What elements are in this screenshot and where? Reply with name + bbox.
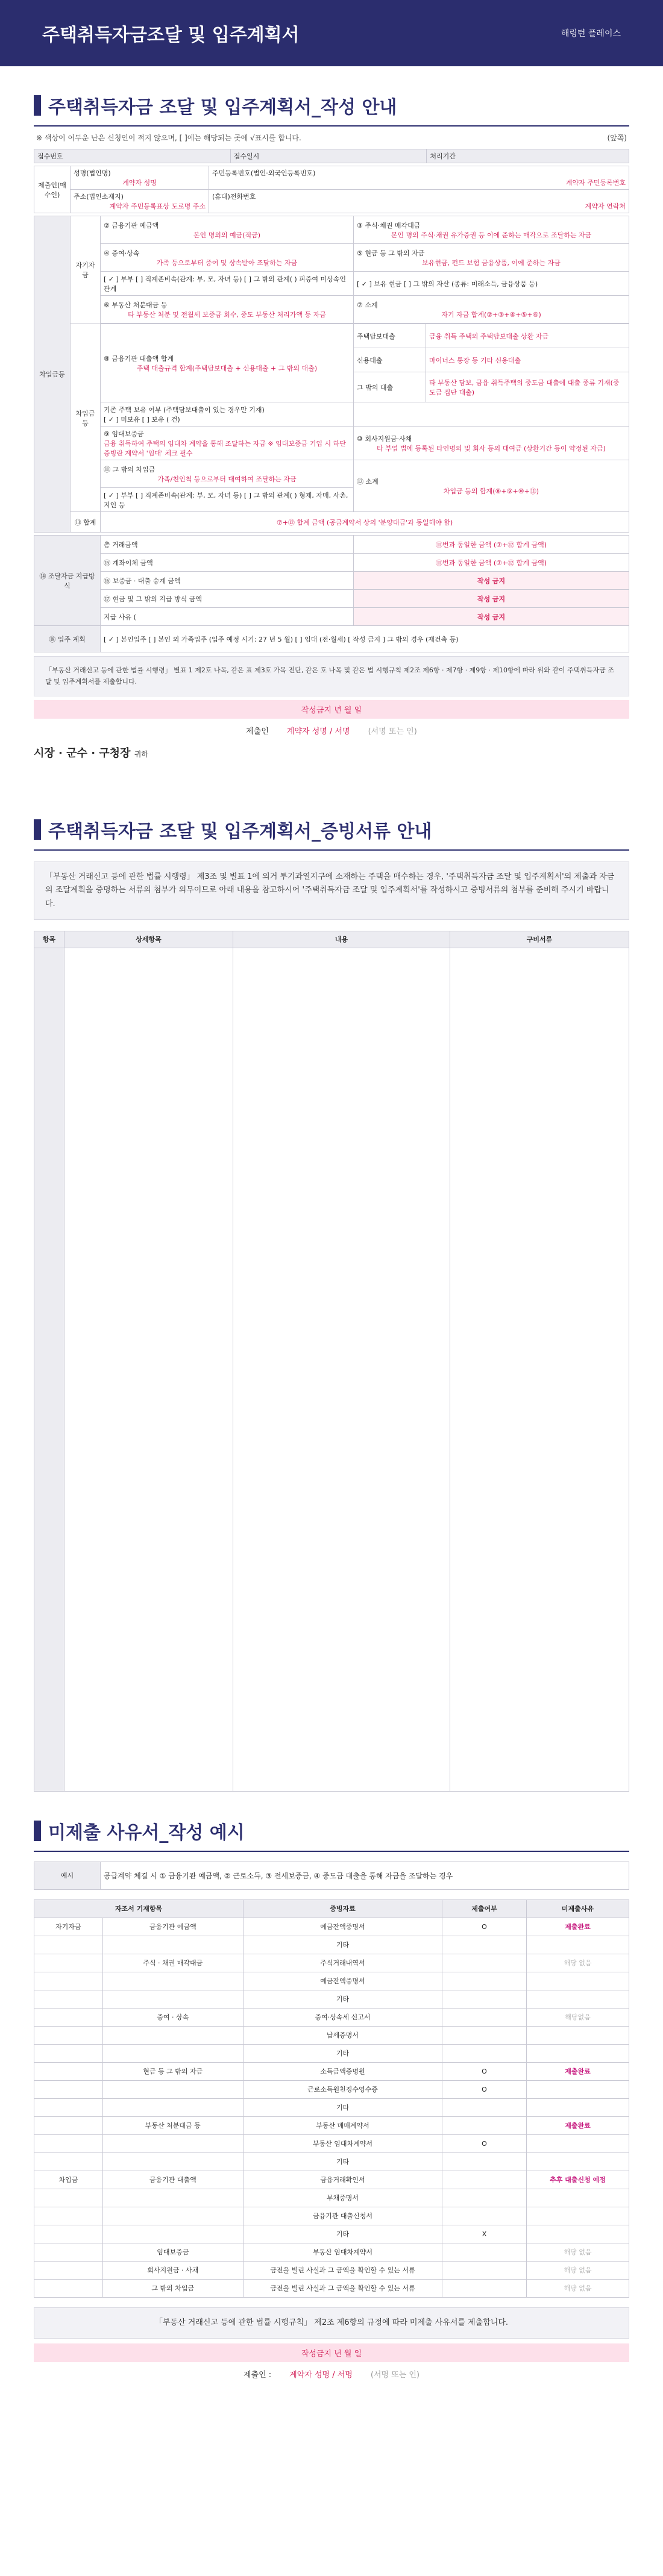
gift-relation[interactable]: [ ✓ ] 부부 [ ] 직계존비속(관계: 부, 모, 자녀 등) [ ] 그 밖의 관계( ) 피증여 미상속인 관계 [101,272,354,296]
deposit-value[interactable]: 본인 명의의 예금(적금) [193,231,261,239]
sub-cell [442,2044,527,2062]
submitter-label: 제출인 [246,727,269,737]
reason-label: 지급 사유 ( [101,608,354,626]
item-cell: 금융기관 대출액 [102,2171,243,2189]
table-row [34,1990,629,2008]
reason-cell: 제출완료 [527,2062,629,2080]
section-heading: 주택취득자금 조달 및 입주계획서_작성 안내 [48,97,397,118]
col-submitted: 제출여부 [442,1899,527,1918]
sub-cell: O [442,2062,527,2080]
table-row [34,2171,629,2189]
reason-cell [527,2207,629,2225]
subtotal1-value[interactable]: 자기 자금 합계(②+③+④+⑤+⑥) [441,310,541,319]
item-cell: 임대보증금 [102,2243,243,2261]
item-cell: 회사지원금 · 사채 [102,2261,243,2279]
item-cell [102,2189,243,2207]
section-title-3 [34,1816,629,1846]
table-row [34,1936,629,1954]
item-cell [102,2026,243,2044]
gift-value[interactable]: 가족 등으로부터 증여 및 상속받아 조달하는 자금 [156,258,298,267]
other-loan-label: 그 밖의 대출 [354,372,426,402]
cash-pay-value[interactable]: 작성 금지 [354,590,629,608]
doc-cell: 기타 [244,2225,442,2243]
move-plan-label: ⑱ 입주 계획 [34,626,101,652]
nonsubmit-table [34,1899,629,2298]
brand-logo: 해링턴 플레이스 [561,29,621,39]
table-row [34,2152,629,2171]
phone-value[interactable]: 계약자 연락처 [585,202,626,210]
acct-pay-label: ⑮ 계좌이체 금액 [101,554,354,572]
bond-pay-value[interactable]: 작성 금지 [354,572,629,590]
col-evidence: 증빙자료 [244,1899,442,1918]
form-table [34,149,629,163]
section-title-2 [34,814,629,845]
submitter-value[interactable]: 계약자 성명 / 서명 [289,2370,353,2380]
table-row [34,2080,629,2098]
applicant-label: 제출인(매수인) [34,166,71,213]
office-suffix: 귀하 [134,750,148,759]
sub-cell [442,2243,527,2261]
reason-cell: 제출완료 [527,1918,629,1936]
reason-value[interactable]: 작성 금지 [354,608,629,626]
reason-cell [527,2026,629,2044]
credit-label: 신용대출 [354,348,426,372]
reason-cell [527,2189,629,2207]
sub-cell [442,2171,527,2189]
bond-pay-label: ⑯ 보증금 · 대출 승계 금액 [101,572,354,590]
sub-cell: O [442,2080,527,2098]
table-row [34,2134,629,2152]
deposit-label: ② 금융기관 예금액 [104,221,159,230]
sub-cell [442,2116,527,2134]
divider [34,1851,629,1852]
cat-cell: 자기자금 [34,1918,103,1936]
table-row [34,2189,629,2207]
table-row [34,2026,629,2044]
sub-cell [442,2279,527,2297]
item-cell [102,2134,243,2152]
evidence-body [34,948,629,1791]
doc-cell: 근로소득원천징수영수증 [244,2080,442,2098]
section-marker [34,1821,41,1841]
reason-cell [527,2044,629,2062]
existing-label: 기존 주택 보유 여부 (주택담보대출이 있는 경우만 기재) [104,405,265,414]
reason-cell: 제출완료 [527,2116,629,2134]
doc-cell: 소득금액증명원 [244,2062,442,2080]
reason-cell [527,2080,629,2098]
id-label: 주민등록번호(법인·외국인등록번호) [212,169,316,177]
section-marker [34,95,41,116]
table-row [34,2261,629,2279]
note-text: ※ 색상이 어두운 난은 신청인이 적지 않으며, [ ]에는 해당되는 곳에 √표시를 합니다. [36,134,301,142]
nonsubmit-legal: 「부동산 거래신고 등에 관한 법률 시행규칙」 제2조 제6항의 규정에 따라 미제출 사유서를 제출합니다. [34,2307,629,2339]
doc-cell: 예금잔액증명서 [244,1972,442,1990]
table-row [34,1972,629,1990]
sign-hint: (서명 또는 인) [368,727,417,737]
reason-cell: 해당 없음 [527,2261,629,2279]
section-heading: 주택취득자금 조달 및 입주계획서_증빙서류 안내 [48,821,432,843]
reason-cell [527,2152,629,2171]
pay-plan-label: ⑭ 조달자금 지급방식 [34,536,101,626]
item-cell: 현금 등 그 밖의 자금 [102,2062,243,2080]
reason-cell [527,1990,629,2008]
doc-cell: 증여·상속세 신고서 [244,2008,442,2026]
doc-cell: 부채증명서 [244,2189,442,2207]
fin-loan-label: ⑧ 금융기관 대출액 합계 [104,354,174,363]
cash-value[interactable]: 보유현금, 펀드 보험 금융상품, 이에 준하는 자금 [422,258,561,267]
mortgage-label: 주택담보대출 [354,324,426,348]
stock-label: ③ 주식·채권 매각대금 [357,221,421,230]
reason-cell [527,2134,629,2152]
reason-cell: 추후 대출신청 예정 [527,2171,629,2189]
header-bar [0,0,663,66]
applicant-table [34,166,629,213]
item-cell [102,1990,243,2008]
table-row [34,2243,629,2261]
page-side: (앞쪽) [607,134,627,142]
subtotal1-label: ⑦ 소계 [357,301,378,309]
item-cell [102,2044,243,2062]
phone-label: (휴대)전화번호 [212,193,256,201]
table-row [34,2098,629,2116]
fin-loan-value[interactable]: 주택 대출규격 합계(주택담보대출 + 신용대출 + 그 밖의 대출) [136,364,318,372]
total-value[interactable]: ⑦+⑫ 합계 금액 (공급계약서 상의 '분양대금'과 동일해야 함) [101,512,629,533]
nonsubmit-body [34,1918,629,2297]
table-row [34,2044,629,2062]
date-bar: 작성금지 년 월 일 [34,700,629,719]
date-bar: 작성금지 년 월 일 [34,2343,629,2362]
doc-cell: 금융거래확인서 [244,2171,442,2189]
total-pay-value[interactable]: ⑪번과 동일한 금액 (⑦+⑫ 합계 금액) [354,536,629,554]
cash-relation[interactable]: [ ✓ ] 보유 현금 [ ] 그 밖의 자산 (종류: 미래소득, 금융상품 등) [354,272,629,296]
cat-cell [34,2189,103,2207]
doc-cell: 금융기관 대출신청서 [244,2207,442,2225]
reason-cell [527,1972,629,1990]
reason-cell: 해당 없음 [527,2279,629,2297]
doc-cell: 주식거래내역서 [244,1954,442,1972]
payment-table [34,535,629,652]
item-cell [102,2080,243,2098]
cat-cell: 차입금 [34,2171,103,2189]
debt-relation[interactable]: [ ✓ ] 부부 [ ] 직계존비속(관계: 부, 모, 자녀 등) [ ] 그 밖의 관계( ) 형제, 자매, 사촌, 지인 등 [101,488,354,512]
total-pay-label: 총 거래금액 [101,536,354,554]
reason-cell [527,2225,629,2243]
legal-text: 「부동산 거래신고 등에 관한 법률 시행령」 별표 1 제2호 나목, 같은 표 제3호 가목 전단, 같은 호 나목 및 같은 법 시행규칙 제2조 제6항 · 제7항 · 제9항 · 제10항에 따라 위와 같이 주택취득자금 조달 및 입주계획서를 제출합니다. [34,656,629,696]
move-plan-value[interactable]: [ ✓ ] 본인입주 [ ] 본인 외 가족입주 (입주 예정 시기: 27 년 5 월) [ ] 임대 (전·월세) [ 작성 금지 ] 그 밖의 경우 (재건축 등) [101,626,629,652]
reason-cell: 해당없음 [527,2008,629,2026]
addr-label: 주소(법인소재지) [74,193,124,201]
sub-cell [442,1936,527,1954]
doc-cell: 금전을 빌린 사실과 그 금액을 확인할 수 있는 서류 [244,2261,442,2279]
funding-plan-label: 차입금등 [39,370,65,378]
mortgage-value[interactable]: 금융 취득 주택의 주택담보대출 상환 자금 [426,324,629,348]
doc-cell: 금전을 빌린 사실과 그 금액을 확인할 수 있는 서류 [244,2279,442,2297]
cat-cell [34,2008,103,2026]
doc-cell: 기타 [244,2098,442,2116]
cat-cell [34,2243,103,2261]
sub-cell: O [442,1918,527,1936]
gift-label: ④ 증여·상속 [104,249,140,257]
sub-cell [442,2261,527,2279]
sub-cell [442,1954,527,1972]
doc-cell: 부동산 임대차계약서 [244,2243,442,2261]
doc-cell: 부동산 임대차계약서 [244,2134,442,2152]
item-cell [102,2098,243,2116]
item-cell [102,1936,243,1954]
submitter-label: 제출인 : [243,2370,272,2380]
doc-cell: 부동산 매매계약서 [244,2116,442,2134]
submitter-value[interactable]: 계약자 성명 / 서명 [286,727,350,737]
cat-cell [34,2116,103,2134]
existing-value[interactable]: [ ✓ ] 미보유 [ ] 보유 ( 건) [104,415,180,424]
doc-cell: 납세증명서 [244,2026,442,2044]
reason-cell: 해당 없음 [527,1954,629,1972]
item-cell: 증여 · 상속 [102,2008,243,2026]
sub-cell [442,1990,527,2008]
sub-cell [442,2026,527,2044]
section-title-1 [34,90,629,120]
divider [34,849,629,851]
item-cell [102,2152,243,2171]
col-fund: 자조서 기재항목 [34,1899,244,1918]
example-table [34,1862,629,1890]
reason-cell: 해당 없음 [527,2243,629,2261]
table-row [34,2279,629,2297]
doc-cell: 기타 [244,1936,442,1954]
col-item: 항목 [34,931,64,948]
cat-cell [34,1954,103,1972]
subtotal2-label: ⑫ 소계 [357,477,379,486]
doc-cell: 기타 [244,1990,442,2008]
form-note [34,127,629,149]
own-funds-label: 자기자금 [71,216,101,324]
name-label: 성명(법인명) [74,169,111,177]
table-row [34,2225,629,2243]
section-heading: 미제출 사유서_작성 예시 [48,1822,245,1843]
sub-cell [442,2152,527,2171]
acct-pay-value[interactable]: ⑪번과 동일한 금액 (⑦+⑫ 합계 금액) [354,554,629,572]
sale-label: ⑥ 부동산 처분대금 등 [104,301,168,309]
other-loan-value[interactable]: 타 부동산 담보, 금융 취득주택의 중도금 대출에 대출 종류 기재(중도금 집단 대출) [426,372,629,402]
table-row [34,2062,629,2080]
cat-cell [34,1972,103,1990]
cat-cell [34,2279,103,2297]
col-content: 내용 [233,931,450,948]
item-cell [102,1972,243,1990]
col-doc: 구비서류 [450,931,629,948]
cash-pay-label: ⑰ 현금 및 그 밖의 지급 방식 금액 [101,590,354,608]
section-guide [0,90,663,760]
total-label: ⑬ 합계 [71,512,101,533]
section-marker [34,819,41,840]
cat-cell [34,2207,103,2225]
funding-table [34,216,629,533]
other-debt-label: ⑪ 그 밖의 차입금 [104,465,156,474]
cat-cell [34,2225,103,2243]
sub-cell [442,1972,527,1990]
item-cell: 그 밖의 차입금 [102,2279,243,2297]
office-line [34,745,629,760]
credit-value[interactable]: 마이너스 통장 등 기타 신용대출 [426,348,629,372]
signature-row [34,719,629,742]
subtotal2-value[interactable]: 차입금 등의 합계(⑧+⑨+⑩+⑪) [443,487,539,495]
col-detail: 상세항목 [64,931,233,948]
cat-cell [34,1936,103,1954]
cat-cell [34,2261,103,2279]
sub-cell: O [442,2134,527,2152]
corp-loan-value[interactable]: 타 부업 법에 등록된 타인명의 및 회사 등의 대여금 (상환기간 등이 약정된 자금) [377,444,606,452]
sub-cell [442,2098,527,2116]
sub-cell: X [442,2225,527,2243]
addr-value[interactable]: 계약자 주민등록표상 도로명 주소 [109,202,206,210]
table-row [34,1918,629,1936]
doc-cell: 기타 [244,2152,442,2171]
cash-label: ⑤ 현금 등 그 밖의 자금 [357,249,425,257]
doc-cell: 기타 [244,2044,442,2062]
section-nonsubmit [0,1816,663,2386]
col-reason: 미제출사유 [527,1899,629,1918]
sale-value[interactable]: 타 부동산 처분 및 전월세 보증금 회수, 중도 부동산 처리가액 등 자금 [128,310,326,319]
cat-cell [34,2044,103,2062]
evidence-table [34,931,629,1792]
item-cell: 부동산 처분대금 등 [102,2116,243,2134]
deposit-amt-value[interactable]: 금융 취득하여 주택의 임대차 계약을 통해 조달하는 자금 ※ 임대보증금 기입 시 하단 증빙란 계약서 '임대' 체크 필수 [104,439,346,457]
corp-loan-label: ⑩ 회사지원금·사채 [357,434,412,443]
evidence-info: 「부동산 거래신고 등에 관한 법률 시행령」 제3조 및 별표 1에 의거 투기과열지구에 소재하는 주택을 매수하는 경우, '주택취득자금 조달 및 입주계획서'의 제출과 자금의 조달계획을 증명하는 서류의 첨부가 의무이므로 아래 내용을 참고하시어 '주택취득자금 조달 및 입주계획서'를 작성하시고 증빙서류의 첨부를 준비해 주시기 바랍니다. [34,861,629,919]
receipt-no-label: 접수번호 [34,149,231,163]
example-value: 공급계약 체결 시 ① 금융기관 예금액, ② 근로소득, ③ 전세보증금, ④ 중도금 대출을 통해 자금을 조달하는 경우 [101,1862,629,1889]
table-row [34,2207,629,2225]
table-row [34,2008,629,2026]
item-cell: 주식 · 채권 매각대금 [102,1954,243,1972]
sub-cell [442,2207,527,2225]
receipt-date-label: 접수일시 [230,149,427,163]
item-cell [102,2207,243,2225]
item-cell: 금융기관 예금액 [102,1918,243,1936]
cat-cell [34,2062,103,2080]
reason-cell [527,1936,629,1954]
cat-cell [34,2152,103,2171]
doc-cell: 예금잔액증명서 [244,1918,442,1936]
sub-cell [442,2008,527,2026]
cat-cell [34,2026,103,2044]
period-label: 처리기간 [427,149,629,163]
sub-cell [442,2189,527,2207]
item-cell [102,2225,243,2243]
stock-value[interactable]: 본인 명의 주식·채권 유가증권 등 이에 준하는 매각으로 조달하는 자금 [391,231,592,239]
id-value[interactable]: 계약자 주민등록번호 [565,179,626,187]
example-label: 예시 [34,1862,101,1889]
deposit-amt-label: ⑨ 임대보증금 [104,430,144,438]
table-row [34,2116,629,2134]
cat-cell [34,2080,103,2098]
section-evidence [0,814,663,1791]
other-debt-value[interactable]: 가족/친인척 등으로부터 대여하여 조달하는 자금 [157,475,297,483]
cat-cell [34,1990,103,2008]
reason-cell [527,2098,629,2116]
page-title: 주택취득자금조달 및 입주계획서 [42,25,300,46]
sign-hint: (서명 또는 인) [370,2370,420,2380]
loan-label: 차입금등 [71,324,101,512]
office-label: 시장 · 군수 · 구청장 [34,747,131,760]
cat-cell [34,2134,103,2152]
signature-row [34,2362,629,2386]
cat-cell [34,2098,103,2116]
table-row [34,1954,629,1972]
name-value[interactable]: 계약자 성명 [122,179,157,187]
